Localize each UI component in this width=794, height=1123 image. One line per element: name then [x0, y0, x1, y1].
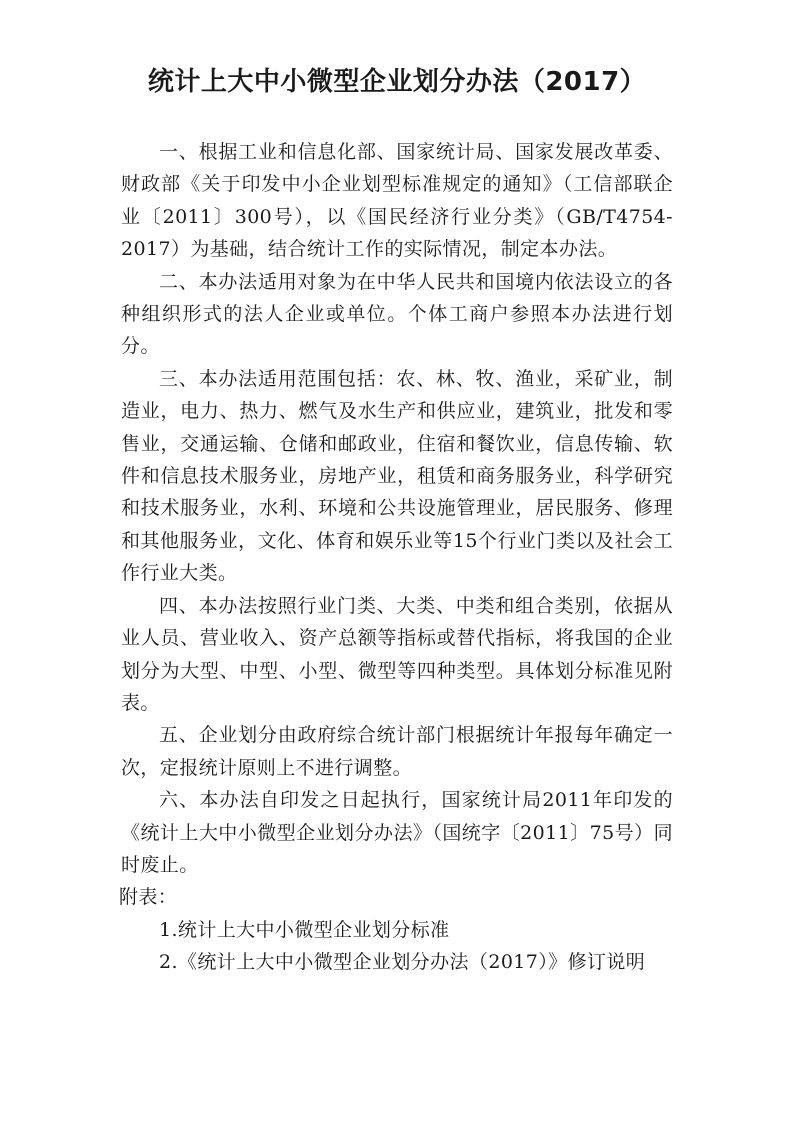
attachment-item-2: 2.《统计上大中小微型企业划分办法（2017）》修订说明 [159, 951, 646, 974]
document-body [121, 136, 673, 979]
document-title: 统计上大中小微型企业划分办法（2017） [147, 67, 647, 97]
paragraph-4: 四、本办法按照行业门类、大类、中类和组合类别，依据从业人员、营业收入、资产总额等指标或替代指标，将我国的企业划分为大型、中型、小型、微型等四种类型。具体划分标准见附表。 [121, 594, 673, 714]
attachment-item-1: 1.统计上大中小微型企业划分标准 [159, 918, 450, 941]
paragraph-5: 五、企业划分由政府综合统计部门根据统计年报每年确定一次，定报统计原则上不进行调整。 [121, 724, 673, 779]
paragraph-1: 一、根据工业和信息化部、国家统计局、国家发展改革委、财政部《关于印发中小企业划型标准规定的通知》（工信部联企业〔2011〕300号），以《国民经济行业分类》（GB/T4754-2017）为基础，结合统计工作的实际情况，制定本办法。 [121, 141, 673, 261]
paragraph-2: 二、本办法适用对象为在中华人民共和国境内依法设立的各种组织形式的法人企业或单位。个体工商户参照本办法进行划分。 [121, 270, 673, 358]
paragraph-6: 六、本办法自印发之日起执行，国家统计局2011年印发的《统计上大中小微型企业划分办法》（国统字〔2011〕75号）同时废止。 [121, 789, 673, 876]
paragraph-3: 三、本办法适用范围包括：农、林、牧、渔业，采矿业，制造业，电力、热力、燃气及水生产和供应业，建筑业，批发和零售业，交通运输、仓储和邮政业，住宿和餐饮业，信息传输、软件和信息技术服务业，房地产业，租赁和商务服务业，科学研究和技术服务业，水利、环境和公共设施管理业，居民服务、修理和其他服务业，文化、体育和娱乐业等15个行业门类以及社会工作行业大类。 [121, 367, 673, 585]
attachments-label: 附表： [119, 886, 178, 909]
